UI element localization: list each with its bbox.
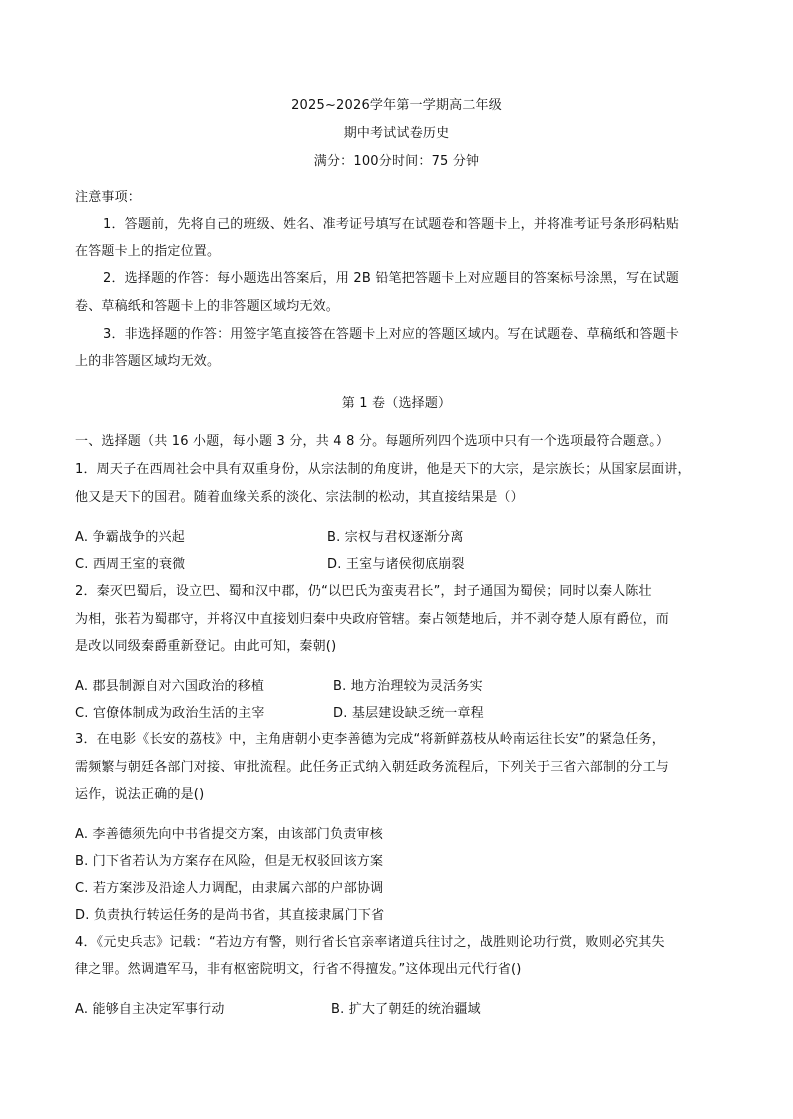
section-title: 第 1 卷（选择题）: [341, 396, 452, 411]
exam-title-line1: 2025~2026学年第一学期高二年级: [291, 98, 502, 113]
note-item-1-line-1: 1．答题前，先将自己的班级、姓名、准考证号填写在试题卷和答题卡上，并将准考证号条形码粘贴: [103, 217, 680, 232]
exam-title-line2: 期中考试试卷历史: [343, 126, 450, 141]
question-1-stem-line-2: 他又是天下的国君。随着血缘关系的淡化、宗法制的松动，其直接结果是（）: [75, 490, 524, 505]
note-item-1-line-2: 在答题卡上的指定位置。: [75, 244, 221, 259]
question-3-option-a[interactable]: A. 李善德须先向中书省提交方案，由该部门负责审核: [75, 827, 383, 842]
question-1-option-a[interactable]: A. 争霸战争的兴起: [75, 530, 185, 545]
score-time-line: 满分：100分时间：75 分钟: [313, 154, 480, 169]
question-4-option-a[interactable]: A. 能够自主决定军事行动: [75, 1002, 225, 1017]
question-2-option-d[interactable]: D. 基层建设缺乏统一章程: [333, 706, 484, 721]
section-instruction: 一、选择题（共 16 小题，每小题 3 分，共 4 8 分。每题所列四个选项中只有一个选项最符合题意。）: [75, 434, 670, 449]
question-4-stem-line-2: 律之罪。然调遣军马，非有枢密院明文，行省不得擅发。”这体现出元代行省(): [75, 962, 522, 977]
question-2-stem-line-1: 2．秦灭巴蜀后，设立巴、蜀和汉中郡，仍“以巴氏为蛮夷君长”，封子通国为蜀侯；同时以秦人陈壮: [75, 584, 652, 599]
note-item-2-line-1: 2．选择题的作答：每小题选出答案后，用 2B 铅笔把答题卡上对应题目的答案标号涂黑，写在试题: [103, 271, 679, 286]
question-1-stem-line-1: 1．周天子在西周社会中具有双重身份，从宗法制的角度讲，他是天下的大宗，是宗族长；从国家层面讲，: [75, 462, 691, 477]
question-3-stem-line-2: 需频繁与朝廷各部门对接、审批流程。此任务正式纳入朝廷政务流程后，下列关于三省六部制的分工与: [75, 760, 670, 775]
question-3-option-d[interactable]: D. 负责执行转运任务的是尚书省，其直接隶属门下省: [75, 908, 385, 923]
question-1-option-c[interactable]: C. 西周王室的衰微: [75, 557, 186, 572]
question-3-option-b[interactable]: B. 门下省若认为方案存在风险，但是无权驳回该方案: [75, 854, 384, 869]
question-2-option-a[interactable]: A. 郡县制源自对六国政治的移植: [75, 679, 265, 694]
note-item-3-line-1: 3．非选择题的作答：用签字笔直接答在答题卡上对应的答题区域内。写在试题卷、草稿纸和答题卡: [103, 327, 680, 342]
question-1-option-b[interactable]: B. 宗权与君权逐渐分离: [327, 530, 464, 545]
question-1-option-d[interactable]: D. 王室与诸侯彻底崩裂: [327, 557, 465, 572]
note-item-2-line-2: 卷、草稿纸和答题卡上的非答题区域均无效。: [75, 299, 340, 314]
question-2-option-c[interactable]: C. 官僚体制成为政治生活的主宰: [75, 706, 265, 721]
notes-heading: 注意事项：: [75, 190, 142, 205]
question-4-stem-line-1: 4．《元史兵志》记载：“若边方有警，则行省长官亲率诸道兵往讨之，战胜则论功行赏，败则必究其失: [75, 935, 665, 950]
question-3-option-c[interactable]: C. 若方案涉及沿途人力调配，由隶属六部的户部协调: [75, 881, 384, 896]
question-2-option-b[interactable]: B. 地方治理较为灵活务实: [333, 679, 483, 694]
question-3-stem-line-3: 运作，说法正确的是(): [75, 787, 205, 802]
question-2-stem-line-3: 是改以同级秦爵重新登记。由此可知，秦朝(): [75, 639, 337, 654]
note-item-3-line-2: 上的非答题区域均无效。: [75, 354, 221, 369]
question-2-stem-line-2: 为相，张若为蜀郡守，并将汉中直接划归秦中央政府管辖。秦占领楚地后，并不剥夺楚人原有爵位，而: [75, 612, 670, 627]
question-3-stem-line-1: 3．在电影《长安的荔枝》中，主角唐朝小吏李善德为完成“将新鲜荔枝从岭南运往长安”的紧急任务，: [75, 732, 665, 747]
question-4-option-b[interactable]: B. 扩大了朝廷的统治疆域: [331, 1002, 481, 1017]
